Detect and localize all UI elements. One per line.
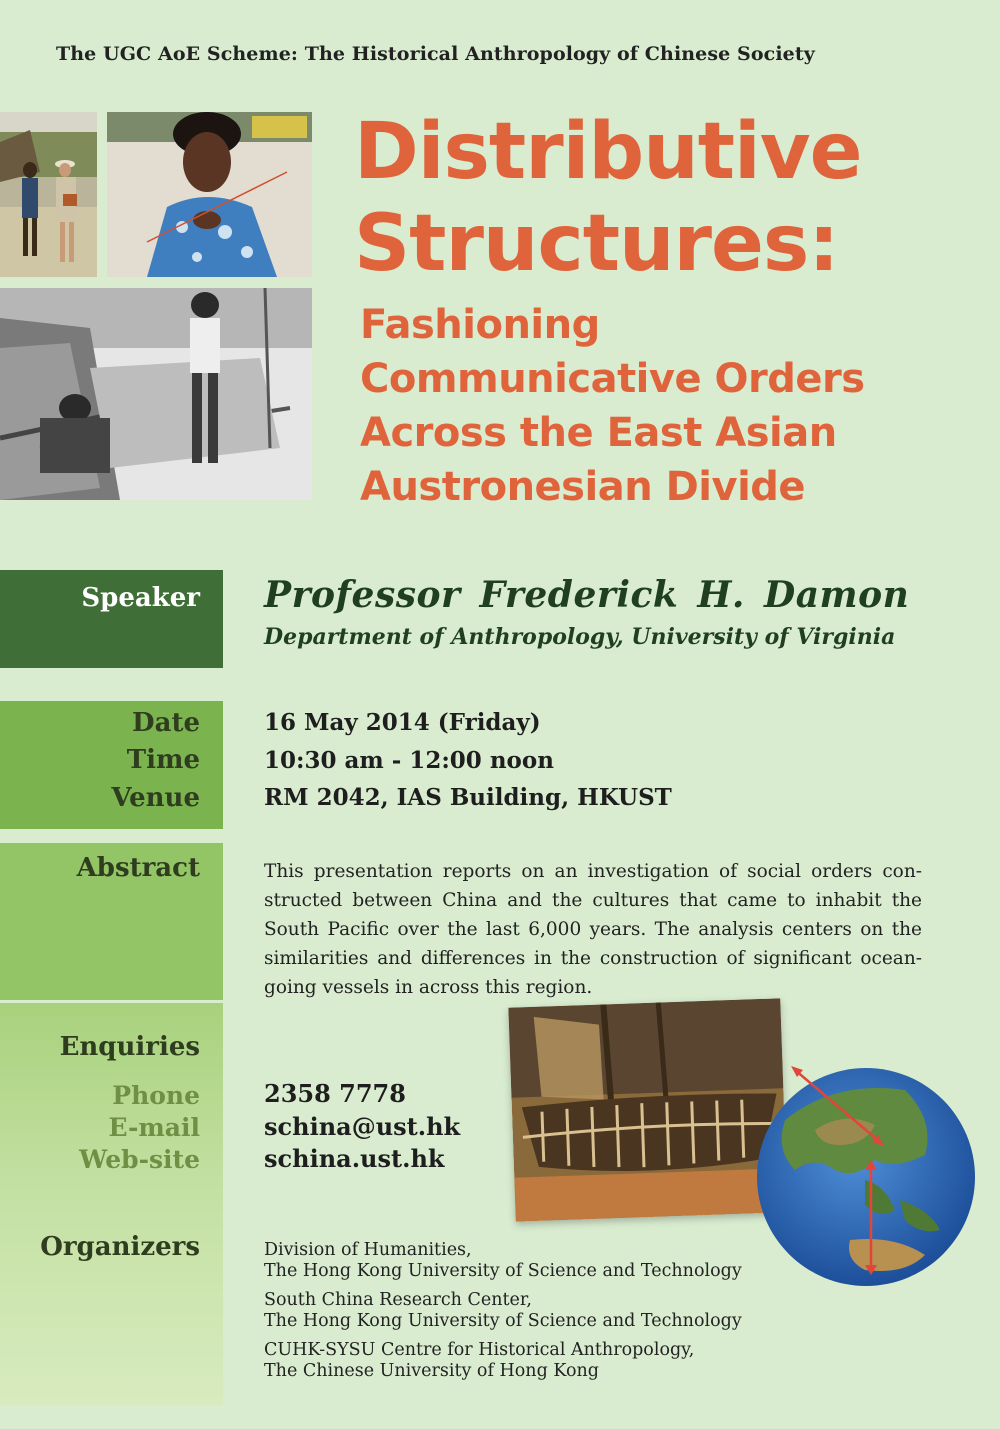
abstract-label: Abstract xyxy=(76,853,200,883)
website-link[interactable]: schina.ust.hk xyxy=(264,1144,445,1173)
photo-woman-weaving xyxy=(107,112,312,277)
event-venue: RM 2042, IAS Building, HKUST xyxy=(264,784,672,811)
photo-canoe-building xyxy=(0,288,312,500)
email-label: E-mail xyxy=(108,1113,200,1142)
organizers-label: Organizers xyxy=(40,1232,200,1262)
speaker-name: Professor Frederick H. Damon xyxy=(264,574,910,616)
organizer-university: The Chinese University of Hong Kong xyxy=(264,1361,599,1381)
scheme-header: The UGC AoE Scheme: The Historical Anthropology of Chinese Society xyxy=(56,43,815,65)
speaker-label: Speaker xyxy=(81,583,200,613)
time-label: Time xyxy=(126,745,200,775)
photo-ship-model xyxy=(508,998,787,1221)
event-time: 10:30 am - 12:00 noon xyxy=(264,746,554,774)
date-label: Date xyxy=(132,708,200,738)
email-address[interactable]: schina@ust.hk xyxy=(264,1111,461,1141)
date-time-venue-values xyxy=(264,704,672,817)
venue-label: Venue xyxy=(111,783,200,813)
title-line-1: Distributive xyxy=(354,107,862,197)
event-title xyxy=(354,106,994,290)
organizer-unit: Division of Humanities, xyxy=(264,1240,472,1260)
organizer-unit: CUHK-SYSU Centre for Historical Anthropology, xyxy=(264,1340,695,1360)
title-line-2: Structures: xyxy=(354,199,839,289)
phone-label: Phone xyxy=(112,1081,200,1110)
organizer-university: The Hong Kong University of Science and Technology xyxy=(264,1261,742,1281)
globe-map-icon xyxy=(755,1060,977,1288)
organizer-item xyxy=(264,1240,784,1282)
enquiries-label: Enquiries xyxy=(59,1032,200,1062)
organizer-university: The Hong Kong University of Science and Technology xyxy=(264,1311,742,1331)
organizer-item xyxy=(264,1290,784,1332)
subtitle-line-3: Across the East Asian xyxy=(360,410,837,456)
organizer-unit: South China Research Center, xyxy=(264,1290,532,1310)
speaker-department: Department of Anthropology, University of Virginia xyxy=(264,624,896,650)
organizer-item xyxy=(264,1340,784,1382)
abstract-text: This presentation reports on an investigation of social orders con-structed between China and the cultures that came to inhabit the South Pacific over the last 6,000 years. The analysis centers on the similarities and differences in the construction of significant ocean-going vessels in across this region. xyxy=(264,861,922,998)
organizers-list xyxy=(264,1240,784,1390)
subtitle-line-2: Communicative Orders xyxy=(360,356,865,402)
event-date: 16 May 2014 (Friday) xyxy=(264,709,541,736)
subtitle-line-1: Fashioning xyxy=(360,302,600,348)
contact-values xyxy=(264,1078,460,1176)
phone-number: 2358 7778 xyxy=(264,1079,406,1108)
event-subtitle xyxy=(360,298,980,514)
photo-villagers xyxy=(0,112,97,277)
website-label: Web-site xyxy=(79,1145,200,1174)
subtitle-line-4: Austronesian Divide xyxy=(360,464,806,510)
